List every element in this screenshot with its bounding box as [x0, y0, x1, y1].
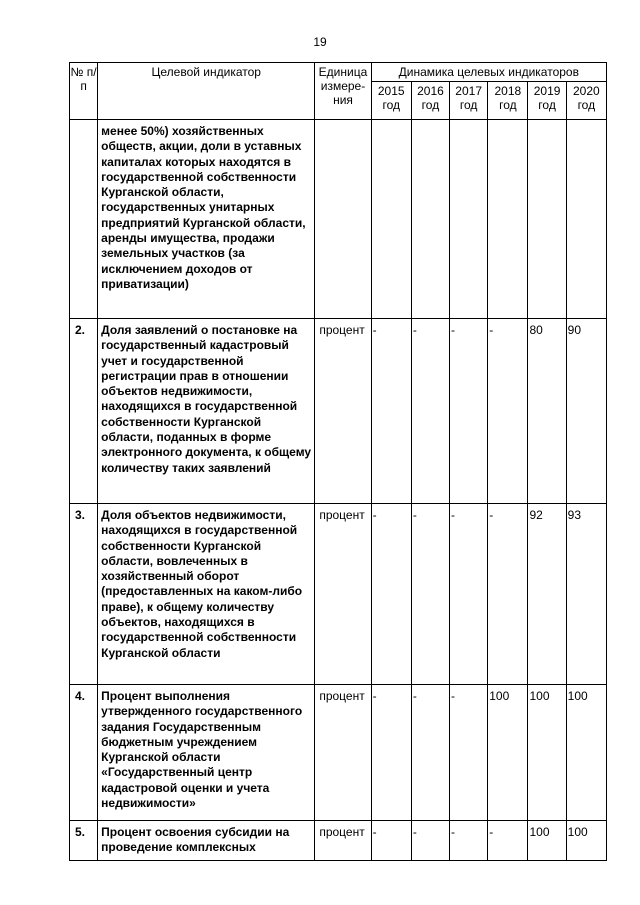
- row-number: 5.: [70, 821, 98, 861]
- header-unit: Единица измере-ния: [315, 63, 371, 120]
- value-cell: -: [371, 319, 411, 504]
- indicator-text: Доля объектов недвижимости, находящихся в государственной собственности Курганской области, вовлеченных в хозяйственный оборот (предоставленных на каком-либо праве), к общему количеству объектов, находящихся в государственной собственности Курганской области: [98, 504, 315, 685]
- table-row: [70, 685, 607, 821]
- value-cell: 100: [528, 685, 566, 821]
- value-cell: 92: [528, 504, 566, 685]
- value-cell: [411, 120, 449, 319]
- value-cell: 100: [566, 821, 606, 861]
- value-cell: [528, 120, 566, 319]
- indicator-text: Процент освоения субсидии на проведение комплексных: [98, 821, 315, 861]
- value-cell: -: [411, 319, 449, 504]
- indicator-text: менее 50%) хозяйственных обществ, акции, доли в уставных капиталах которых находятся в государственной собственности Курганской области, государственных унитарных предприятий Курганской области, аренды имущества, продажи земельных участков (за исключением доходов от приватизации): [98, 120, 315, 319]
- indicator-text: Доля заявлений о постановке на государственный кадастровый учет и государственной регистрации прав в отношении объектов недвижимости, находящихся в государственной собственности Курганской области, поданных в форме электронного документа, к общему количеству таких заявлений: [98, 319, 315, 504]
- row-number: [70, 120, 98, 319]
- table-row: [70, 504, 607, 685]
- value-cell: -: [371, 821, 411, 861]
- header-year: 2017 год: [450, 82, 488, 120]
- value-cell: 90: [566, 319, 606, 504]
- unit-cell: процент: [315, 821, 371, 861]
- table-row: [70, 319, 607, 504]
- value-cell: -: [450, 504, 488, 685]
- row-number: 3.: [70, 504, 98, 685]
- value-cell: [566, 120, 606, 319]
- unit-cell: процент: [315, 319, 371, 504]
- value-cell: -: [371, 685, 411, 821]
- value-cell: [450, 120, 488, 319]
- value-cell: [488, 120, 528, 319]
- header-row: [70, 63, 607, 82]
- value-cell: -: [411, 821, 449, 861]
- value-cell: 100: [488, 685, 528, 821]
- value-cell: -: [450, 821, 488, 861]
- row-number: 4.: [70, 685, 98, 821]
- value-cell: 93: [566, 504, 606, 685]
- header-year: 2015 год: [371, 82, 411, 120]
- value-cell: -: [488, 821, 528, 861]
- header-year: 2020 год: [566, 82, 606, 120]
- value-cell: -: [488, 504, 528, 685]
- table-row: [70, 120, 607, 319]
- value-cell: 80: [528, 319, 566, 504]
- row-number: 2.: [70, 319, 98, 504]
- header-year: 2018 год: [488, 82, 528, 120]
- value-cell: -: [411, 504, 449, 685]
- header-dynamics: Динамика целевых индикаторов: [371, 63, 606, 82]
- value-cell: -: [371, 504, 411, 685]
- header-year: 2016 год: [411, 82, 449, 120]
- page-number: 19: [313, 35, 327, 49]
- unit-cell: процент: [315, 685, 371, 821]
- unit-cell: [315, 120, 371, 319]
- target-indicators-table: [69, 62, 607, 861]
- header-num: № п/п: [70, 63, 98, 120]
- unit-cell: процент: [315, 504, 371, 685]
- value-cell: -: [411, 685, 449, 821]
- value-cell: -: [488, 319, 528, 504]
- value-cell: -: [450, 685, 488, 821]
- value-cell: -: [450, 319, 488, 504]
- table-row: [70, 821, 607, 861]
- header-indicator: Целевой индикатор: [98, 63, 315, 120]
- header-year: 2019 год: [528, 82, 566, 120]
- value-cell: [371, 120, 411, 319]
- value-cell: 100: [528, 821, 566, 861]
- indicator-text: Процент выполнения утвержденного государственного задания Государственным бюджетным учреждением Курганской области «Государственный центр кадастровой оценки и учета недвижимости»: [98, 685, 315, 821]
- value-cell: 100: [566, 685, 606, 821]
